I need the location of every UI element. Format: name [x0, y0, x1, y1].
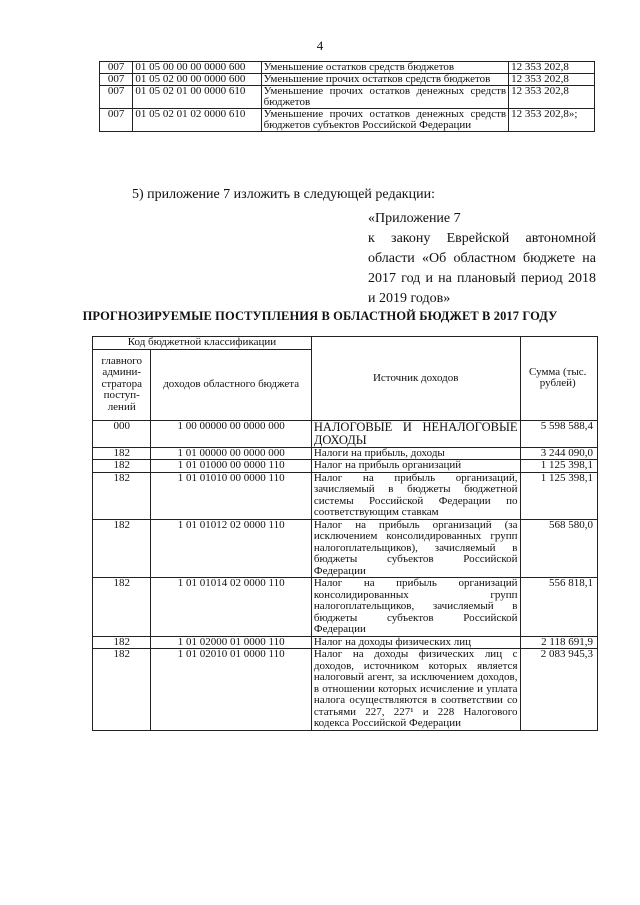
admin-code: 007 [100, 62, 133, 74]
amount: 12 353 202,8 [509, 74, 595, 86]
amount: 12 353 202,8»; [509, 109, 595, 132]
page-title: ПРОГНОЗИРУЕМЫЕ ПОСТУПЛЕНИЯ В ОБЛАСТНОЙ БЮДЖЕТ В 2017 ГОДУ [82, 309, 558, 323]
table-header-row [93, 337, 598, 350]
admin-code: 182 [93, 472, 151, 519]
appendix-heading [368, 209, 596, 309]
admin-code: 007 [100, 109, 133, 132]
source-name: Уменьшение прочих остатков средств бюджетов [261, 74, 509, 86]
source-name: НАЛОГОВЫЕ И НЕНАЛОГОВЫЕ ДОХОДЫ [311, 420, 520, 447]
table-row [100, 109, 595, 132]
amendment-paragraph: 5) приложение 7 изложить в следующей редакции: [132, 187, 435, 202]
kbk-code: 01 05 02 01 00 0000 610 [133, 86, 261, 109]
table-row [93, 636, 598, 649]
table-row [93, 472, 598, 519]
admin-code: 000 [93, 420, 151, 447]
admin-code: 007 [100, 86, 133, 109]
amount: 556 818,1 [520, 578, 598, 637]
sum-header: Сумма (тыс. рублей) [520, 337, 598, 421]
source-name: Налог на доходы физических лиц [311, 636, 520, 649]
amount: 2 118 691,9 [520, 636, 598, 649]
source-header: Источник доходов [311, 337, 520, 421]
source-name: Налоги на прибыль, доходы [311, 447, 520, 460]
source-name: Налог на прибыль организаций (за исключением консолидированных групп налогоплательщиков), зачисляемый в бюджеты субъектов Российской Федерации [311, 519, 520, 578]
income-code-header: доходов областного бюджета [151, 349, 311, 420]
appendix-number: «Приложение 7 [368, 211, 461, 226]
amount: 12 353 202,8 [509, 62, 595, 74]
admin-code: 182 [93, 519, 151, 578]
admin-code: 182 [93, 649, 151, 731]
income-code: 1 01 01014 02 0000 110 [151, 578, 311, 637]
sources-table-continuation [99, 61, 595, 132]
kbk-group-header: Код бюджетной классификации [93, 337, 312, 350]
amount: 1 125 398,1 [520, 460, 598, 473]
amount: 2 083 945,3 [520, 649, 598, 731]
admin-code: 182 [93, 578, 151, 637]
kbk-code: 01 05 00 00 00 0000 600 [133, 62, 261, 74]
admin-header: главного админи-стратора поступ-лений [93, 349, 151, 420]
revenue-table [92, 336, 598, 731]
amount: 568 580,0 [520, 519, 598, 578]
table-row [93, 519, 598, 578]
income-code: 1 01 02010 01 0000 110 [151, 649, 311, 731]
kbk-code: 01 05 02 01 02 0000 610 [133, 109, 261, 132]
income-code: 1 01 00000 00 0000 000 [151, 447, 311, 460]
source-name: Уменьшение прочих остатков денежных средств бюджетов [261, 86, 509, 109]
admin-code: 007 [100, 74, 133, 86]
table-row [93, 649, 598, 731]
appendix-law-reference: к закону Еврейской автономной области «Об областном бюджете на 2017 год и на плановый период 2018 и 2019 годов» [368, 231, 596, 306]
income-code: 1 01 01012 02 0000 110 [151, 519, 311, 578]
amount: 5 598 588,4 [520, 420, 598, 447]
table-row [100, 86, 595, 109]
source-name: Уменьшение остатков средств бюджетов [261, 62, 509, 74]
table-row [100, 74, 595, 86]
source-name: Налог на прибыль организаций, зачисляемый в бюджеты бюджетной системы Российской Федерации по соответствующим ставкам [311, 472, 520, 519]
income-code: 1 00 00000 00 0000 000 [151, 420, 311, 447]
source-name: Уменьшение прочих остатков денежных средств бюджетов субъектов Российской Федерации [261, 109, 509, 132]
amount: 3 244 090,0 [520, 447, 598, 460]
income-code: 1 01 02000 01 0000 110 [151, 636, 311, 649]
admin-code: 182 [93, 460, 151, 473]
source-name: Налог на прибыль организаций [311, 460, 520, 473]
table-row [93, 447, 598, 460]
table-row [100, 62, 595, 74]
kbk-code: 01 05 02 00 00 0000 600 [133, 74, 261, 86]
source-name: Налог на доходы физических лиц с доходов, источником которых является налоговый агент, за исключением доходов, в отношении которых исчисление и уплата налога осуществляются в соответствии со статьями 227, 227¹ и 228 Налогового кодекса Российской Федерации [311, 649, 520, 731]
source-name: Налог на прибыль организаций консолидированных групп налогоплательщиков, зачисляемый в бюджеты субъектов Российской Федерации [311, 578, 520, 637]
income-code: 1 01 01010 00 0000 110 [151, 472, 311, 519]
table-row [93, 460, 598, 473]
income-code: 1 01 01000 00 0000 110 [151, 460, 311, 473]
table-row [93, 420, 598, 447]
admin-code: 182 [93, 636, 151, 649]
admin-code: 182 [93, 447, 151, 460]
amount: 12 353 202,8 [509, 86, 595, 109]
table-row [93, 578, 598, 637]
page-number: 4 [316, 38, 324, 53]
amount: 1 125 398,1 [520, 472, 598, 519]
